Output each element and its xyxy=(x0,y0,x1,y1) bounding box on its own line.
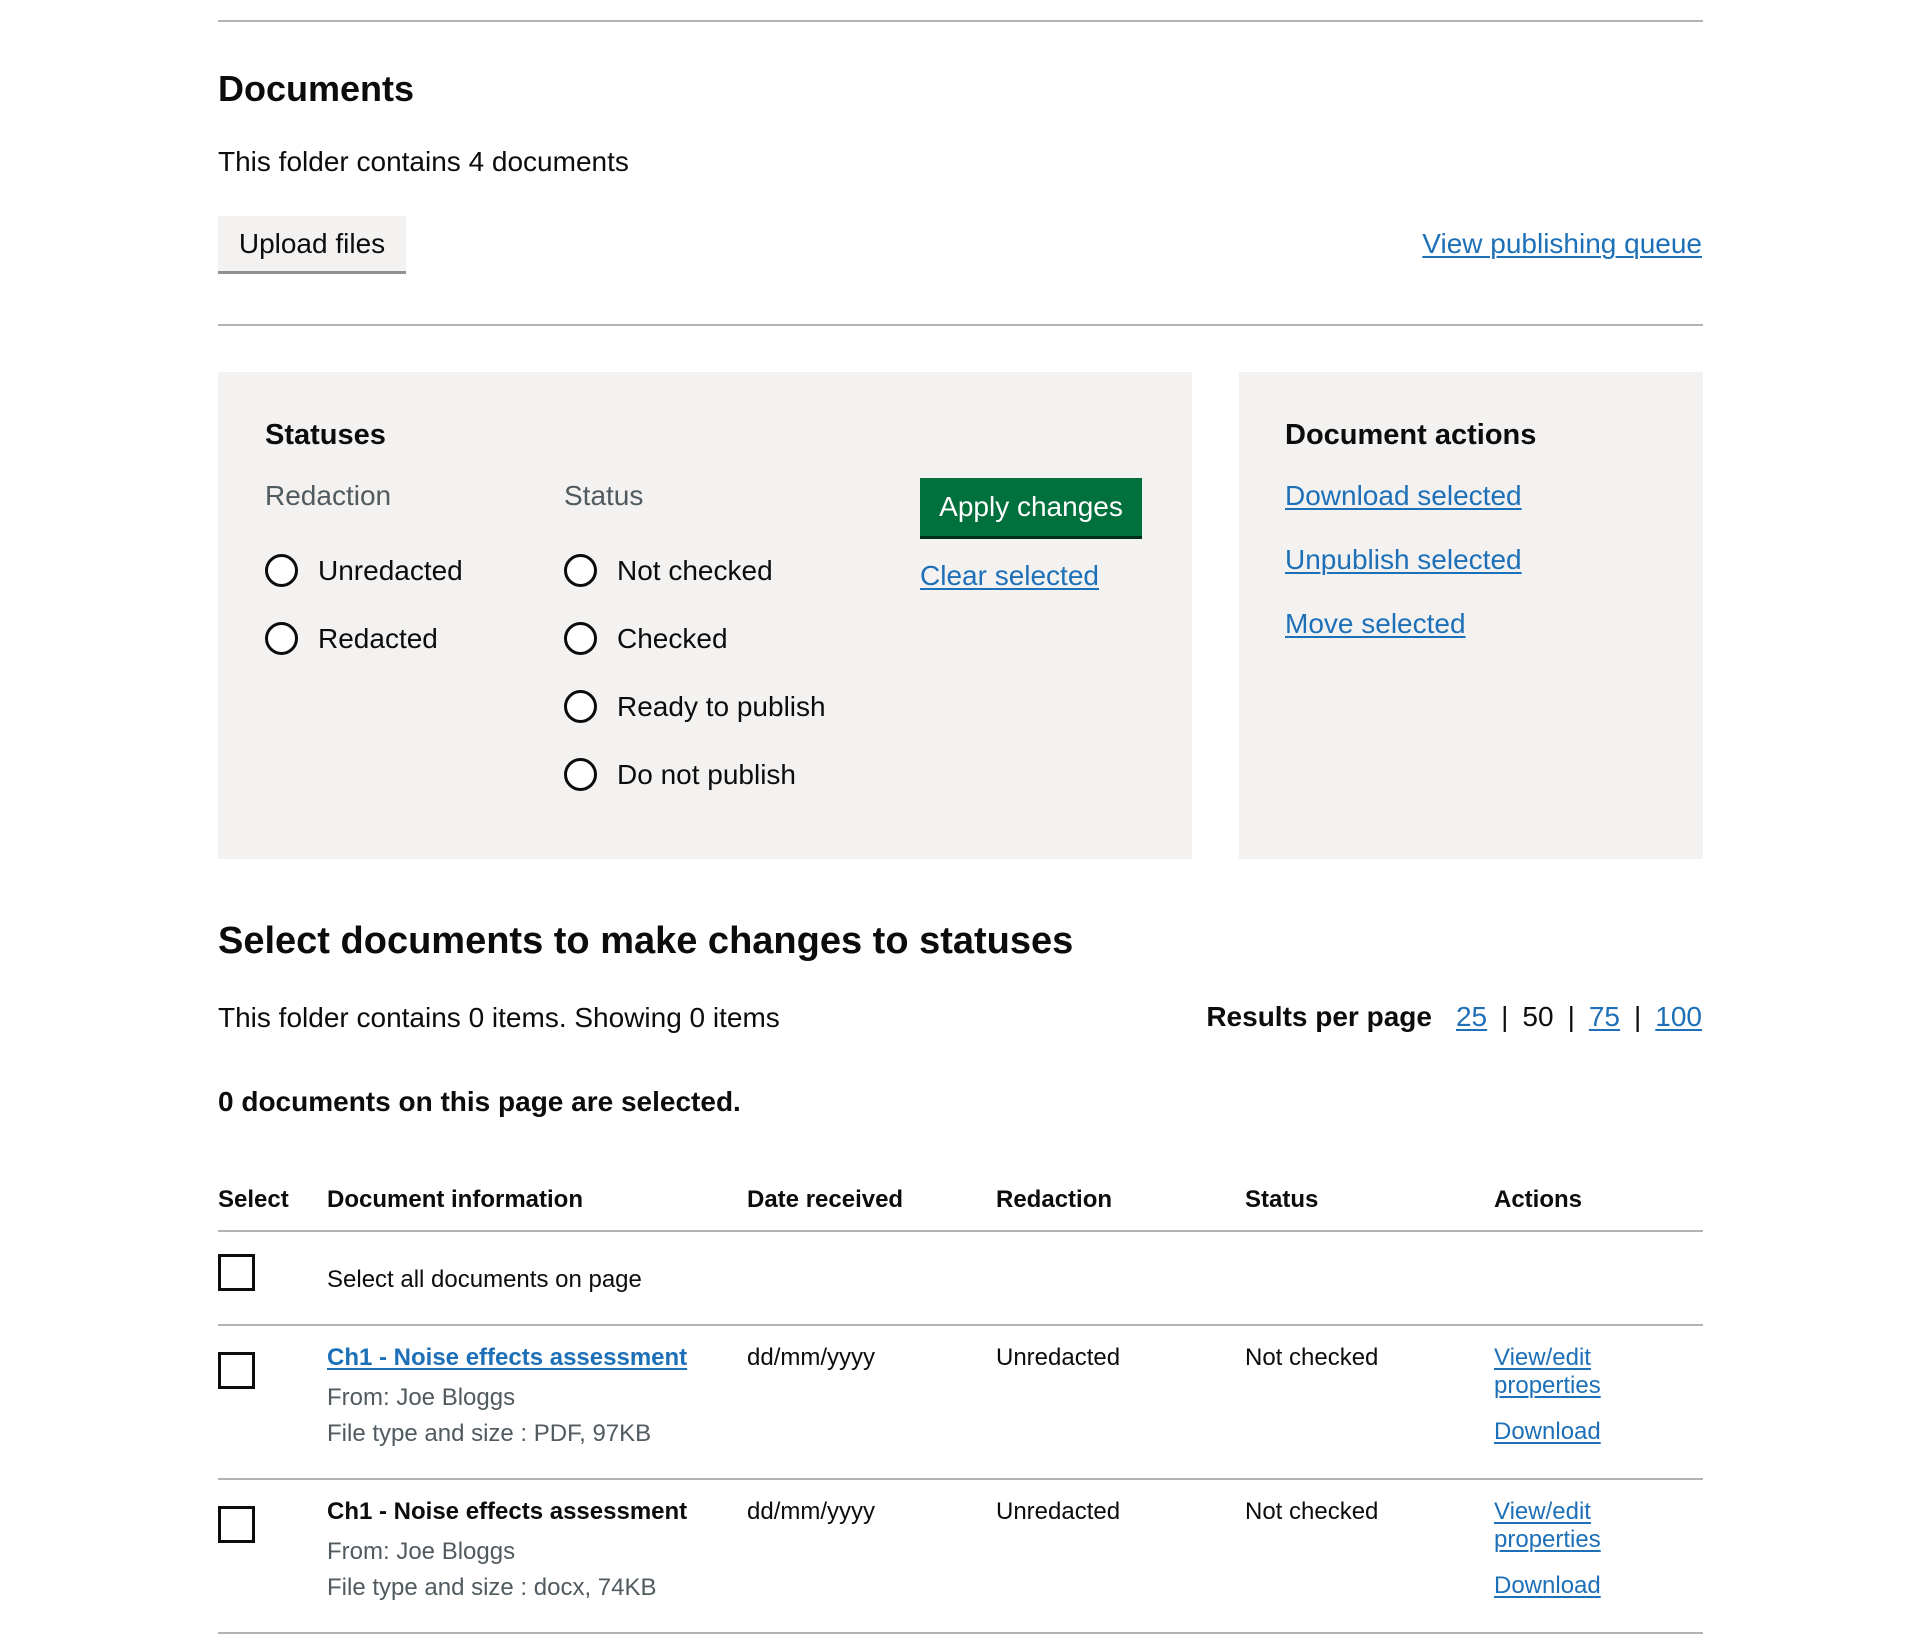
separator: | xyxy=(1634,1001,1642,1032)
per-page-100-link[interactable]: 100 xyxy=(1655,1001,1702,1032)
results-per-page xyxy=(1206,1001,1702,1033)
document-count-text: This folder contains 4 documents xyxy=(218,146,629,177)
section-divider xyxy=(218,324,1703,326)
row-checkbox[interactable] xyxy=(218,1352,255,1389)
header-redaction: Redaction xyxy=(996,1168,1245,1231)
select-all-row xyxy=(218,1231,1703,1325)
document-file-info: File type and size : PDF, 97KB xyxy=(327,1420,652,1447)
status-column-label: Status xyxy=(564,480,644,511)
radio-circle-icon xyxy=(564,554,597,587)
view-edit-properties-link[interactable]: View/edit properties xyxy=(1494,1498,1601,1553)
selected-count-text: 0 documents on this page are selected. xyxy=(218,1086,741,1117)
header-document-information: Document information xyxy=(327,1168,747,1231)
document-actions-title: Document actions xyxy=(1285,419,1537,451)
document-file-info: File type and size : docx, 74KB xyxy=(327,1574,657,1601)
statuses-panel xyxy=(218,372,1192,859)
document-actions-panel xyxy=(1239,372,1703,859)
documents-table xyxy=(218,1168,1703,1634)
radio-circle-icon xyxy=(564,758,597,791)
table-header-row xyxy=(218,1168,1703,1231)
redaction-value: Unredacted xyxy=(996,1325,1245,1479)
radio-label: Checked xyxy=(617,622,728,654)
row-checkbox[interactable] xyxy=(218,1506,255,1543)
results-per-page-label: Results per page xyxy=(1206,1001,1432,1032)
download-selected-link[interactable]: Download selected xyxy=(1285,480,1522,511)
items-count-text: This folder contains 0 items. Showing 0 items xyxy=(218,1002,780,1033)
status-value: Not checked xyxy=(1245,1479,1494,1633)
status-value: Not checked xyxy=(1245,1325,1494,1479)
document-from: From: Joe Bloggs xyxy=(327,1538,516,1565)
radio-label: Unredacted xyxy=(318,554,463,586)
radio-label: Do not publish xyxy=(617,758,797,790)
document-title: Ch1 - Noise effects assessment xyxy=(327,1498,688,1525)
radio-label: Not checked xyxy=(617,554,773,586)
radio-circle-icon xyxy=(265,554,298,587)
download-link[interactable]: Download xyxy=(1494,1572,1601,1599)
radio-ready-to-publish[interactable] xyxy=(564,690,826,723)
date-received: dd/mm/yyyy xyxy=(747,1479,996,1633)
document-title-link[interactable]: Ch1 - Noise effects assessment xyxy=(327,1344,688,1371)
table-row xyxy=(218,1479,1703,1633)
radio-label: Ready to publish xyxy=(617,690,826,722)
selection-heading: Select documents to make changes to statuses xyxy=(218,920,1074,962)
view-publishing-queue-link[interactable]: View publishing queue xyxy=(1422,228,1702,259)
radio-circle-icon xyxy=(564,622,597,655)
radio-unredacted[interactable] xyxy=(265,554,463,587)
date-received: dd/mm/yyyy xyxy=(747,1325,996,1479)
statuses-panel-title: Statuses xyxy=(265,419,386,451)
radio-circle-icon xyxy=(265,622,298,655)
select-all-checkbox[interactable] xyxy=(218,1254,255,1291)
redaction-value: Unredacted xyxy=(996,1479,1245,1633)
upload-files-button[interactable]: Upload files xyxy=(218,216,406,274)
clear-selected-link[interactable]: Clear selected xyxy=(920,560,1099,591)
top-divider xyxy=(218,20,1703,22)
separator: | xyxy=(1501,1001,1509,1032)
radio-do-not-publish[interactable] xyxy=(564,758,796,791)
download-link[interactable]: Download xyxy=(1494,1418,1601,1445)
unpublish-selected-link[interactable]: Unpublish selected xyxy=(1285,544,1522,575)
per-page-75-link[interactable]: 75 xyxy=(1588,1001,1620,1032)
view-edit-properties-link[interactable]: View/edit properties xyxy=(1494,1344,1601,1399)
radio-redacted[interactable] xyxy=(265,622,438,655)
document-from: From: Joe Bloggs xyxy=(327,1384,516,1411)
radio-not-checked[interactable] xyxy=(564,554,773,587)
radio-circle-icon xyxy=(564,690,597,723)
header-date-received: Date received xyxy=(747,1168,996,1231)
per-page-50-current: 50 xyxy=(1522,1001,1554,1032)
move-selected-link[interactable]: Move selected xyxy=(1285,608,1466,639)
select-all-label: Select all documents on page xyxy=(327,1266,642,1293)
header-actions: Actions xyxy=(1494,1168,1703,1231)
radio-label: Redacted xyxy=(318,622,438,654)
header-status: Status xyxy=(1245,1168,1494,1231)
page-title: Documents xyxy=(218,68,415,109)
table-row xyxy=(218,1325,1703,1479)
apply-changes-button[interactable]: Apply changes xyxy=(920,478,1142,539)
radio-checked[interactable] xyxy=(564,622,728,655)
header-select: Select xyxy=(218,1168,327,1231)
separator: | xyxy=(1567,1001,1575,1032)
redaction-column-label: Redaction xyxy=(265,480,392,511)
per-page-25-link[interactable]: 25 xyxy=(1455,1001,1488,1032)
